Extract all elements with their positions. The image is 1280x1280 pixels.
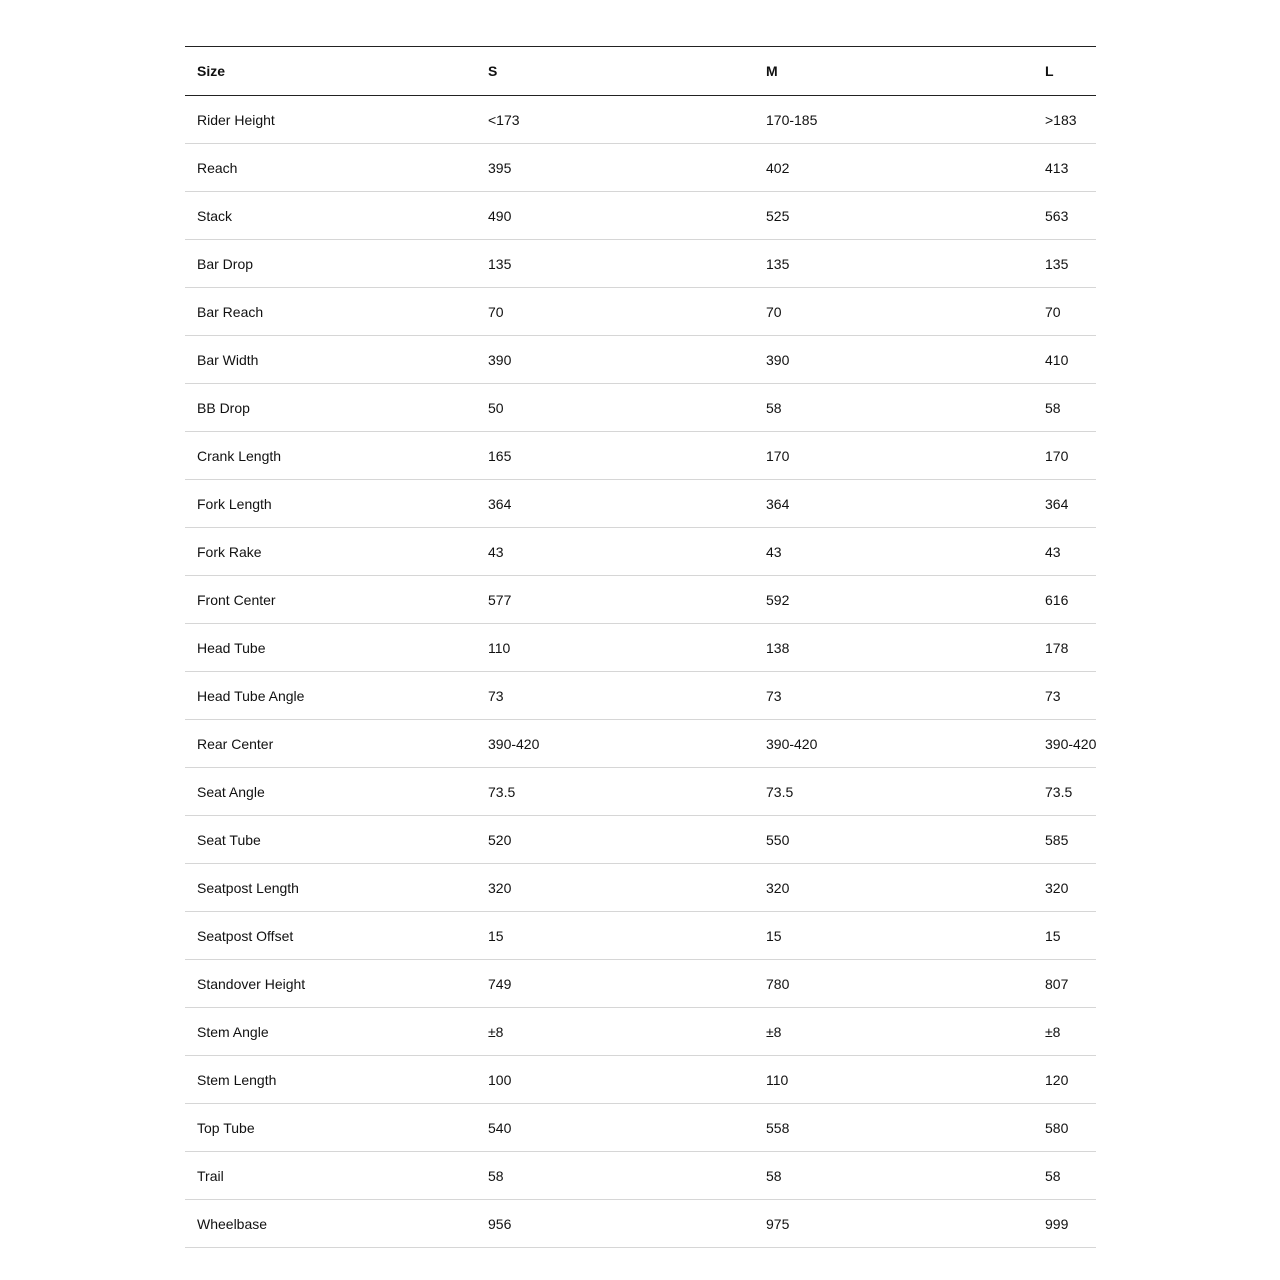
cell-size-m: 70 [766, 303, 782, 320]
cell-size-m: 390-420 [766, 735, 818, 752]
cell-size-m: 550 [766, 831, 790, 848]
cell-size-m: 558 [766, 1119, 790, 1136]
cell-size-l: ±8 [1045, 1023, 1061, 1040]
header-row [185, 47, 1096, 96]
cell-size-l: 616 [1045, 591, 1069, 608]
cell-size-s: 43 [488, 543, 504, 560]
table-row [185, 144, 1096, 192]
row-label: Fork Length [197, 495, 272, 512]
cell-size-s: 364 [488, 495, 512, 512]
row-label: Trail [197, 1167, 224, 1184]
table-row [185, 864, 1096, 912]
table-row [185, 1200, 1096, 1248]
row-label: Seat Tube [197, 831, 261, 848]
header-s: S [488, 63, 498, 79]
cell-size-m: 135 [766, 255, 790, 272]
cell-size-l: 73.5 [1045, 783, 1073, 800]
cell-size-m: 320 [766, 879, 790, 896]
row-label: Bar Width [197, 351, 259, 368]
cell-size-l: 58 [1045, 1167, 1061, 1184]
header-l: L [1045, 63, 1054, 79]
cell-size-m: 110 [766, 1071, 789, 1088]
table-row [185, 960, 1096, 1008]
cell-size-m: 138 [766, 639, 790, 656]
cell-size-l: 807 [1045, 975, 1069, 992]
cell-size-s: 58 [488, 1167, 504, 1184]
cell-size-l: 563 [1045, 207, 1069, 224]
cell-size-s: 100 [488, 1071, 512, 1088]
row-label: Reach [197, 159, 238, 176]
cell-size-m: 780 [766, 975, 790, 992]
cell-size-s: 390-420 [488, 735, 540, 752]
cell-size-m: 15 [766, 927, 782, 944]
row-label: Stack [197, 207, 233, 224]
cell-size-m: 525 [766, 207, 790, 224]
cell-size-l: 580 [1045, 1119, 1069, 1136]
row-label: Wheelbase [197, 1215, 268, 1232]
cell-size-s: 15 [488, 927, 504, 944]
header-size: Size [197, 63, 226, 79]
cell-size-s: 70 [488, 303, 504, 320]
table-row [185, 672, 1096, 720]
row-label: Rear Center [197, 735, 274, 752]
cell-size-l: 999 [1045, 1215, 1069, 1232]
cell-size-s: ±8 [488, 1023, 504, 1040]
table-header [185, 47, 1096, 96]
cell-size-m: 402 [766, 159, 790, 176]
table-row [185, 384, 1096, 432]
row-label: Seatpost Length [197, 879, 299, 896]
cell-size-l: 135 [1045, 255, 1069, 272]
row-label: Seatpost Offset [197, 927, 294, 944]
cell-size-s: 577 [488, 591, 512, 608]
cell-size-l: 178 [1045, 639, 1069, 656]
cell-size-s: 50 [488, 399, 504, 416]
cell-size-l: 410 [1045, 351, 1069, 368]
table-row [185, 432, 1096, 480]
cell-size-s: 520 [488, 831, 512, 848]
cell-size-l: 58 [1045, 399, 1061, 416]
cell-size-m: 592 [766, 591, 790, 608]
cell-size-s: 165 [488, 447, 512, 464]
row-label: Stem Angle [197, 1023, 269, 1040]
cell-size-m: 170 [766, 447, 790, 464]
cell-size-l: 15 [1045, 927, 1061, 944]
table-row [185, 528, 1096, 576]
table-row [185, 480, 1096, 528]
cell-size-s: 135 [488, 255, 512, 272]
table-row [185, 1152, 1096, 1200]
cell-size-m: 170-185 [766, 111, 818, 128]
table-row [185, 720, 1096, 768]
table-row [185, 576, 1096, 624]
geometry-table [185, 46, 1096, 1248]
cell-size-m: 58 [766, 1167, 782, 1184]
table-row [185, 1008, 1096, 1056]
cell-size-m: 364 [766, 495, 790, 512]
cell-size-s: 749 [488, 975, 512, 992]
cell-size-s: 73 [488, 687, 504, 704]
cell-size-s: 320 [488, 879, 512, 896]
cell-size-s: 110 [488, 639, 511, 656]
row-label: Bar Drop [197, 255, 254, 272]
cell-size-m: 73 [766, 687, 782, 704]
cell-size-l: 364 [1045, 495, 1069, 512]
row-label: Bar Reach [197, 303, 264, 320]
cell-size-m: 43 [766, 543, 782, 560]
cell-size-l: 170 [1045, 447, 1069, 464]
table-row [185, 240, 1096, 288]
table-row [185, 912, 1096, 960]
table-row [185, 624, 1096, 672]
table-body [185, 96, 1096, 1248]
row-label: Crank Length [197, 447, 282, 464]
row-label: Head Tube Angle [197, 687, 305, 704]
cell-size-s: 956 [488, 1215, 512, 1232]
table-row [185, 192, 1096, 240]
cell-size-l: >183 [1045, 111, 1077, 128]
cell-size-s: 390 [488, 351, 512, 368]
row-label: Rider Height [197, 111, 275, 128]
cell-size-m: 58 [766, 399, 782, 416]
cell-size-l: 70 [1045, 303, 1061, 320]
row-label: Top Tube [197, 1119, 255, 1136]
cell-size-s: 395 [488, 159, 512, 176]
table-row [185, 768, 1096, 816]
cell-size-l: 73 [1045, 687, 1061, 704]
row-label: BB Drop [197, 399, 250, 416]
header-m: M [766, 63, 778, 79]
cell-size-s: <173 [488, 111, 520, 128]
cell-size-l: 120 [1045, 1071, 1069, 1088]
cell-size-m: 73.5 [766, 783, 794, 800]
table-row [185, 288, 1096, 336]
table-row [185, 96, 1096, 144]
cell-size-s: 73.5 [488, 783, 516, 800]
cell-size-l: 413 [1045, 159, 1069, 176]
cell-size-l: 390-420 [1045, 735, 1097, 752]
row-label: Fork Rake [197, 543, 262, 560]
table-row [185, 1104, 1096, 1152]
table-row [185, 336, 1096, 384]
cell-size-m: 975 [766, 1215, 790, 1232]
cell-size-m: 390 [766, 351, 790, 368]
cell-size-l: 43 [1045, 543, 1061, 560]
cell-size-l: 585 [1045, 831, 1069, 848]
cell-size-m: ±8 [766, 1023, 782, 1040]
row-label: Seat Angle [197, 783, 265, 800]
row-label: Head Tube [197, 639, 266, 656]
cell-size-l: 320 [1045, 879, 1069, 896]
cell-size-s: 540 [488, 1119, 512, 1136]
cell-size-s: 490 [488, 207, 512, 224]
row-label: Stem Length [197, 1071, 277, 1088]
row-label: Standover Height [197, 975, 306, 992]
row-label: Front Center [197, 591, 276, 608]
table-row [185, 816, 1096, 864]
table-row [185, 1056, 1096, 1104]
